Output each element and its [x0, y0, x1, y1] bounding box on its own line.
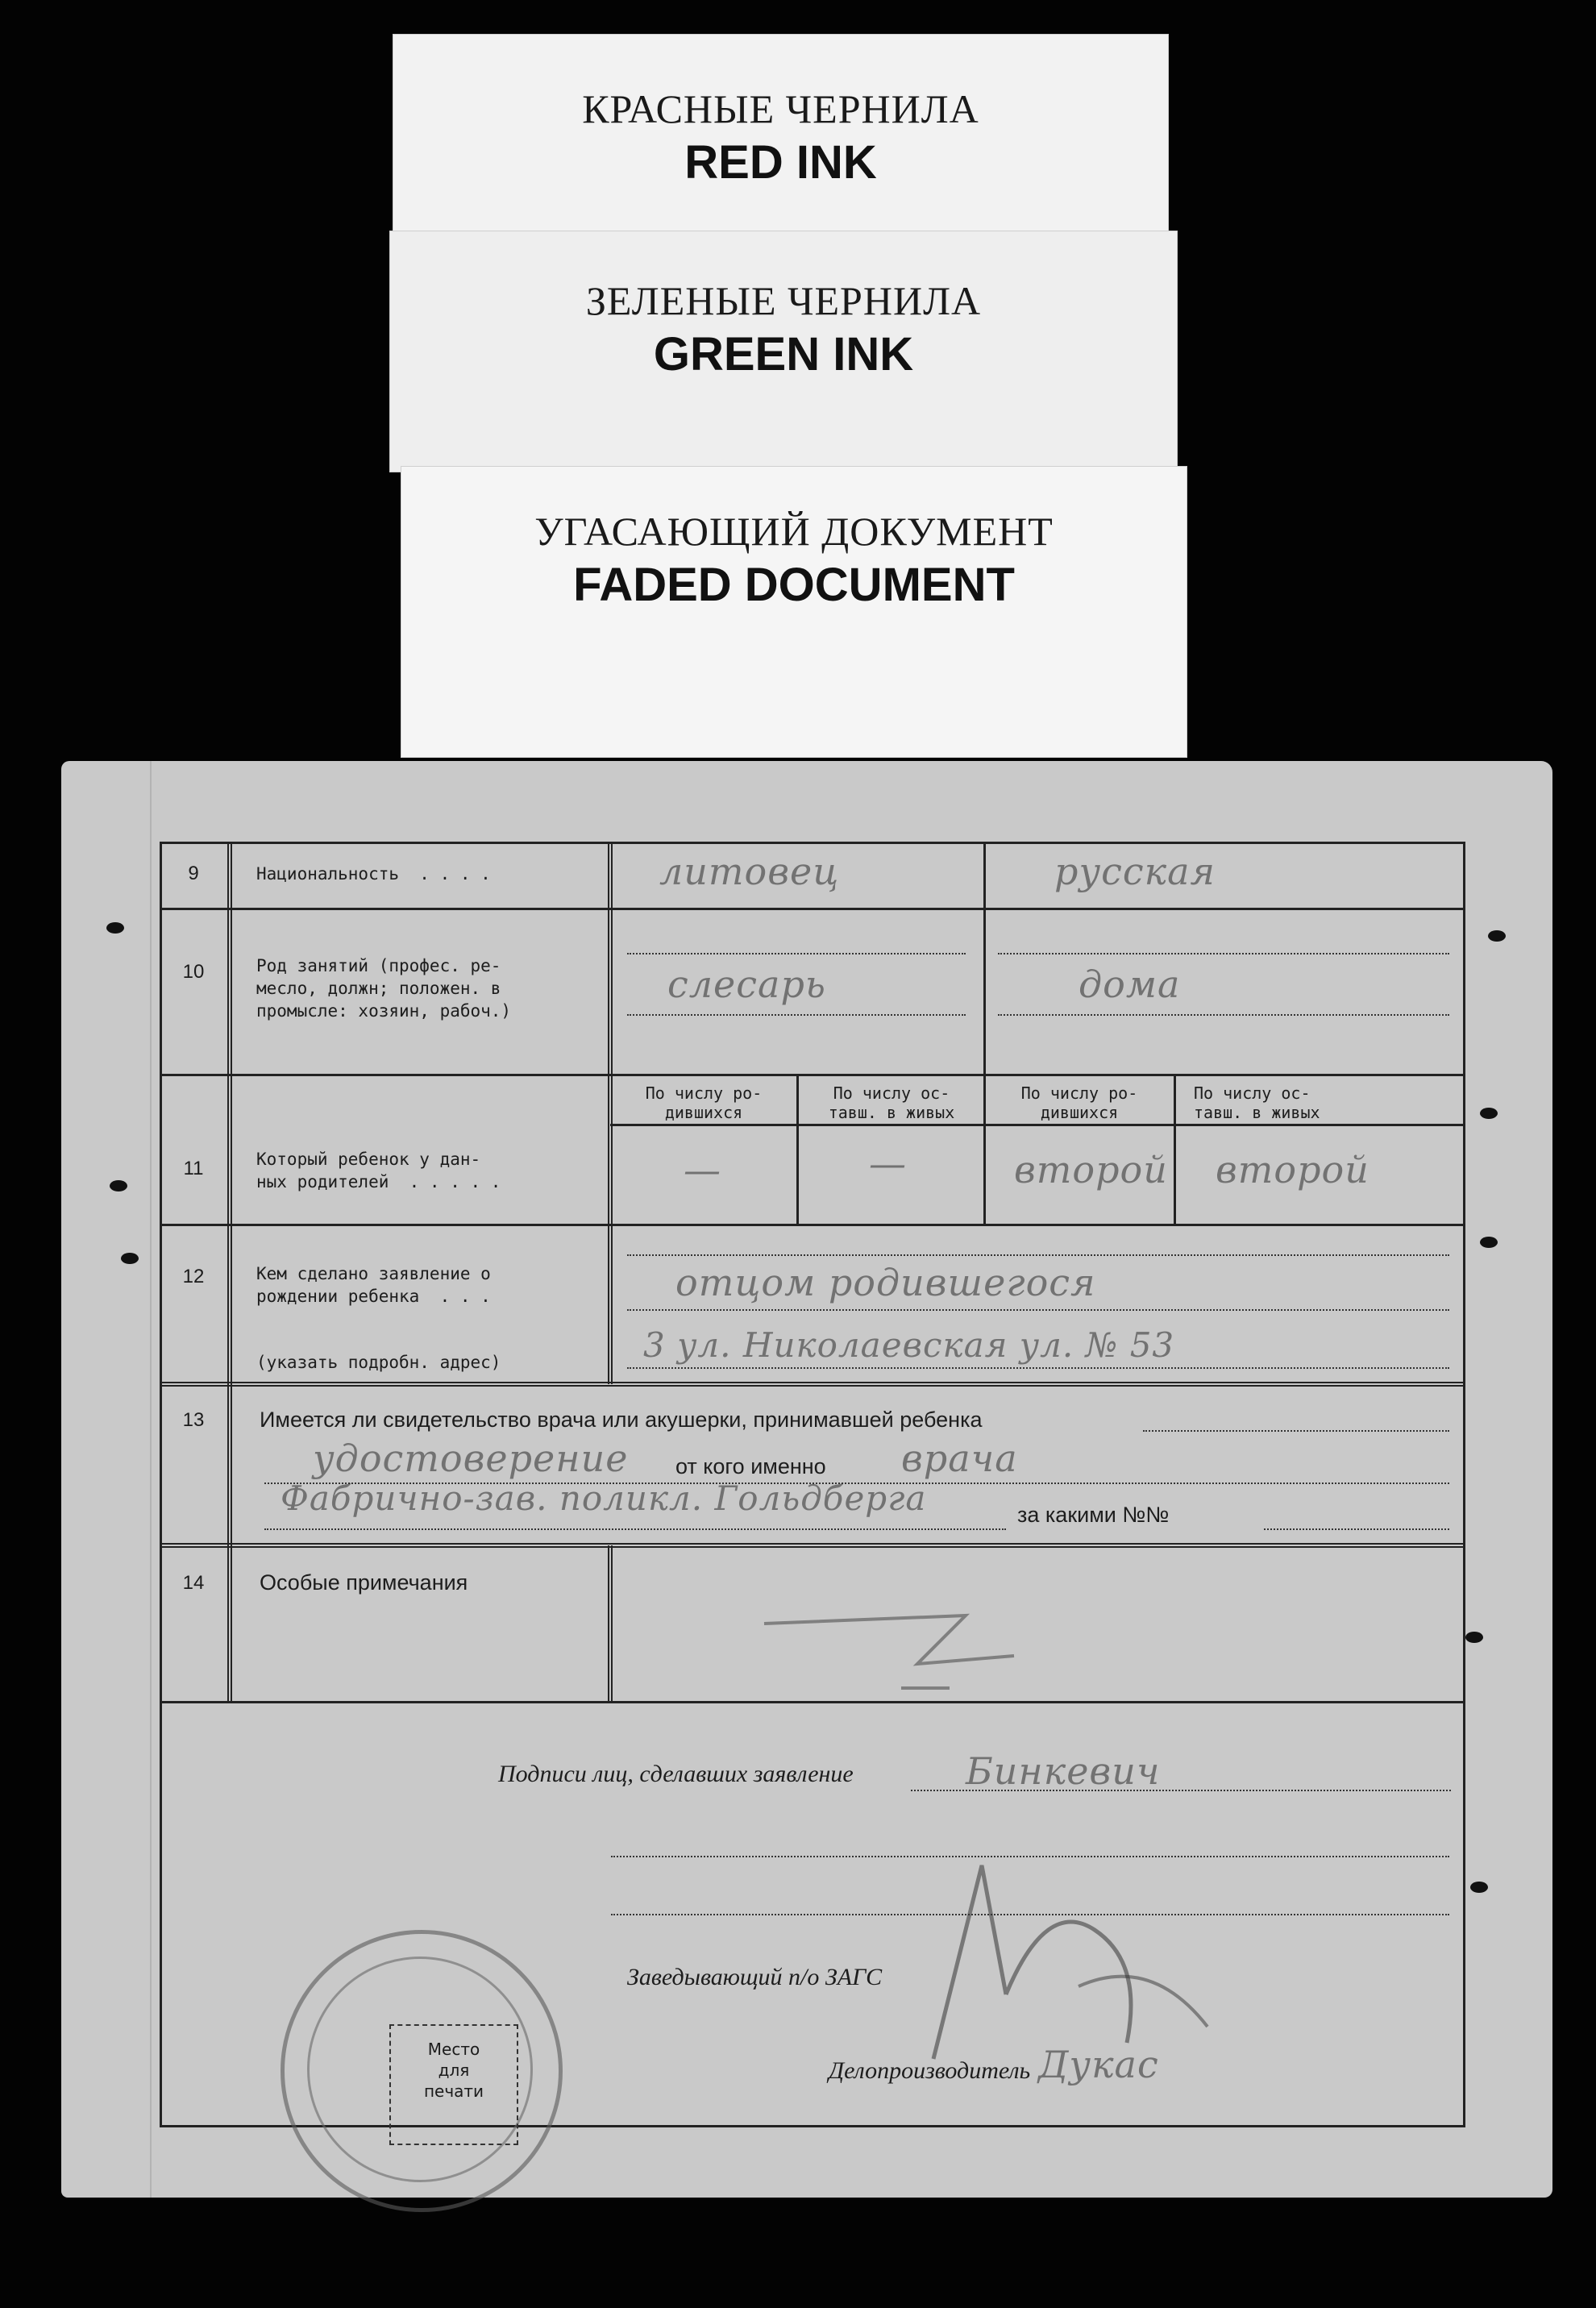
- row-10-label: Род занятий (профес. ре- месло, должн; положен. в промысле: хозяин, рабоч.): [256, 956, 512, 1021]
- binding-hole: [106, 922, 124, 934]
- binding-hole: [1465, 1632, 1483, 1643]
- binding-hole: [1480, 1108, 1498, 1119]
- binding-hole: [1480, 1237, 1498, 1248]
- green-ink-ru: ЗЕЛЕНЫЕ ЧЕРНИЛА: [585, 278, 982, 323]
- red-ink-label: [393, 34, 1169, 235]
- rule: [160, 1074, 1465, 1076]
- applicants-signature-label: Подписи лиц, сделавших заявление: [498, 1761, 854, 1787]
- rule: [160, 908, 1465, 910]
- row-9-father-value: литовец: [659, 850, 840, 893]
- row-11-value-1: —: [684, 1148, 721, 1191]
- rule: [1174, 1074, 1176, 1225]
- rule: [983, 842, 986, 1225]
- binding-hole: [110, 1180, 127, 1191]
- dotted-line: [998, 953, 1449, 954]
- green-ink-label: [389, 231, 1178, 472]
- rule: [160, 842, 1465, 844]
- row-14-dash-mark: [756, 1567, 1030, 1712]
- dotted-line: [1264, 1528, 1449, 1530]
- rule: [160, 1543, 1465, 1548]
- green-ink-en: GREEN INK: [653, 328, 914, 381]
- dotted-line: [627, 1309, 1449, 1311]
- row-14-label: Особые примечания: [260, 1570, 468, 1595]
- clerk-label: Делопроизводитель: [829, 2057, 1031, 2084]
- binding-hole: [1488, 930, 1506, 942]
- birth-record-form: [160, 842, 1465, 2131]
- seal-placeholder: [389, 2024, 518, 2145]
- row-10-mother-value: дома: [1079, 963, 1181, 1006]
- dotted-line: [627, 1367, 1449, 1369]
- dotted-line: [264, 1528, 1006, 1530]
- record-sheet: [61, 761, 1552, 2198]
- row-13-numbers-label: за какими №№: [1017, 1503, 1170, 1527]
- row-11-label: Который ребенок у дан- ных родителей . . . . .: [256, 1150, 501, 1191]
- head-signature: [885, 1833, 1224, 2075]
- rule: [160, 1224, 1465, 1226]
- row-12-address-value: 3 ул. Николаевская ул. № 53: [643, 1325, 1175, 1365]
- dotted-line: [998, 1014, 1449, 1016]
- dotted-line: [627, 1254, 1449, 1256]
- binding-hole: [121, 1253, 139, 1264]
- row-11-sub-born-mother: По числу ро- дившихся: [1020, 1083, 1138, 1122]
- rule: [227, 842, 232, 1701]
- row-9-mother-value: русская: [1054, 850, 1216, 893]
- red-ink-en: RED INK: [684, 136, 877, 189]
- binding-hole: [1470, 1882, 1488, 1893]
- rule: [608, 1545, 613, 1701]
- row-13-document-value: удостоверение: [313, 1437, 629, 1480]
- seal-placeholder-text: Место для печати: [423, 2040, 484, 2101]
- row-11-sub-alive-father: По числу ос- тавш. в живых: [828, 1083, 955, 1122]
- row-13-from-whom-value: врача: [901, 1437, 1018, 1480]
- row-13-institution-value: Фабрично-зав. поликл. Гольдберга: [281, 1478, 927, 1518]
- rule: [796, 1074, 799, 1225]
- row-12-label: Кем сделано заявление о рождении ребенка . . .: [256, 1264, 491, 1306]
- row-11-value-4: второй: [1216, 1148, 1369, 1191]
- rule: [160, 842, 162, 2127]
- row-13-question: Имеется ли свидетельство врача или акушерки, принимавшей ребенка: [260, 1408, 983, 1432]
- faded-document-en: FADED DOCUMENT: [573, 559, 1015, 611]
- dotted-line: [627, 953, 966, 954]
- faded-document-ru: УГАСАЮЩИЙ ДОКУМЕНТ: [534, 509, 1054, 554]
- row-10-father-value: слесарь: [667, 963, 826, 1006]
- dotted-line: [1143, 1430, 1449, 1432]
- rule: [160, 1382, 1465, 1387]
- row-13-from-whom-label: от кого именно: [675, 1454, 826, 1478]
- dotted-line: [627, 1014, 966, 1016]
- row-11-value-3: второй: [1014, 1148, 1168, 1191]
- faded-document-label: [401, 466, 1187, 758]
- applicants-signature-value: Бинкевич: [966, 1749, 1161, 1793]
- red-ink-ru: КРАСНЫЕ ЧЕРНИЛА: [582, 86, 979, 131]
- row-9-number: 9: [188, 863, 199, 884]
- row-12-number: 12: [182, 1266, 205, 1287]
- row-10-number: 10: [182, 961, 205, 983]
- row-9-label: Национальность . . . .: [256, 864, 491, 884]
- row-13-number: 13: [182, 1409, 205, 1431]
- row-12-address-label: (указать подробн. адрес): [256, 1353, 501, 1372]
- row-11-sub-alive-mother: По числу ос- тавш. в живых: [1194, 1083, 1320, 1122]
- row-11-sub-born-father: По числу ро- дившихся: [645, 1083, 763, 1122]
- row-12-applicant-value: отцом родившегося: [675, 1261, 1096, 1304]
- clerk-signature-value: Дукас: [1038, 2043, 1159, 2086]
- row-11-value-2: —: [869, 1142, 907, 1185]
- rule: [610, 1124, 1465, 1126]
- rule: [1463, 842, 1465, 2127]
- registry-head-label: Заведывающий п/о ЗАГС: [627, 1964, 883, 1990]
- row-14-number: 14: [182, 1572, 205, 1594]
- row-11-number: 11: [183, 1158, 204, 1179]
